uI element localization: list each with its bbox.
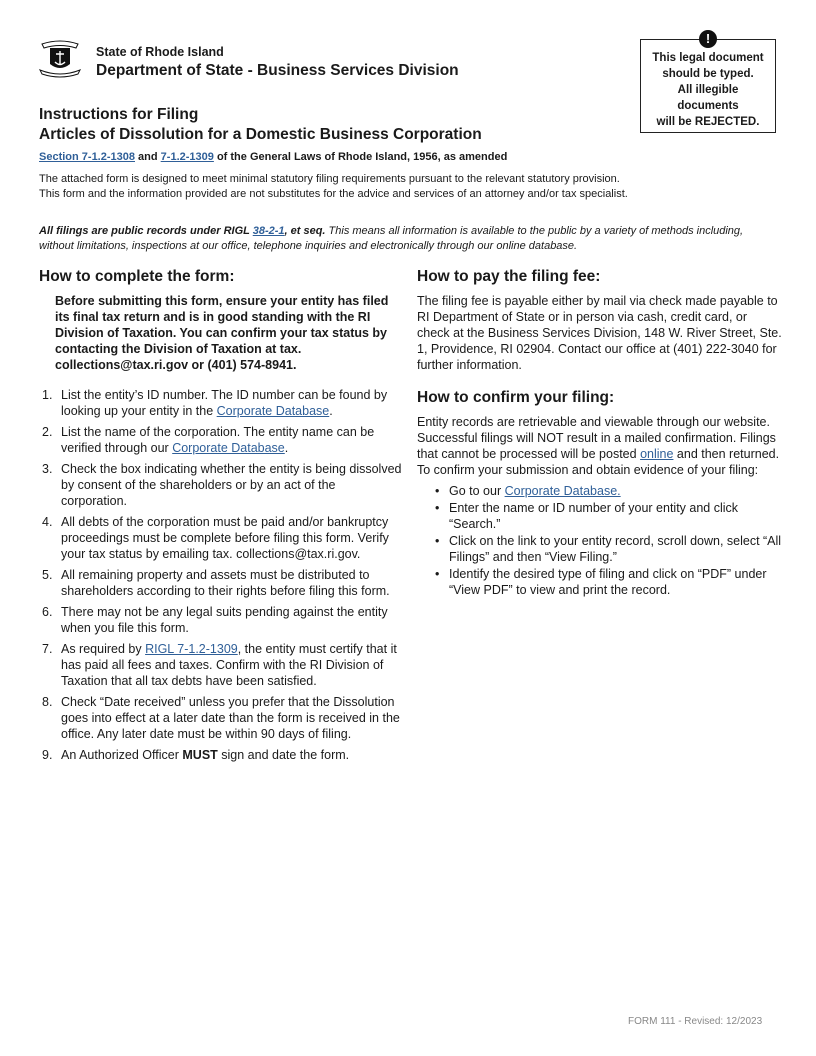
- section-1308-link[interactable]: Section 7-1.2-1308: [39, 151, 135, 163]
- confirm-filing-text: [417, 414, 782, 478]
- form-revision-footer: FORM 111 - Revised: 12/2023: [628, 1016, 763, 1027]
- exclamation-icon: !: [699, 30, 717, 48]
- must-emphasis: MUST: [182, 748, 218, 762]
- intro-line-1: The attached form is designed to meet minimal statutory filing requirements pursuant to the relevant statutory provision.: [39, 173, 620, 185]
- step-text: As required by: [61, 642, 146, 656]
- complete-form-heading: How to complete the form:: [39, 268, 235, 285]
- step-text: All remaining property and assets must be distributed to shareholders according to their rights before filing this form.: [61, 568, 390, 598]
- rigl-38-2-1-link[interactable]: 38-2-1: [252, 225, 285, 237]
- step-number: 8.: [42, 695, 53, 709]
- title-line-2: Articles of Dissolution for a Domestic Business Corporation: [39, 126, 482, 143]
- page-title: [39, 105, 482, 145]
- bullet-icon: •: [435, 567, 440, 581]
- right-column: [417, 268, 782, 599]
- step-item: [39, 604, 404, 636]
- step-item: [39, 747, 404, 763]
- statute-reference: [39, 151, 507, 163]
- confirm-step-text: Click on the link to your entity record, scroll down, select “All Filings” and then “View Filing.”: [449, 534, 782, 564]
- step-text: .: [284, 441, 289, 455]
- step-item: [39, 567, 404, 599]
- public-records-text: This means all information is available to the public by a variety of methods including, without limitations, inspections at our office, telephone inquiries and electronically through our online database.: [39, 225, 744, 252]
- warning-line: documents: [677, 100, 739, 112]
- intro-disclaimer: [39, 172, 779, 202]
- confirm-step-text: Enter the name or ID number of your entity and click “Search.”: [449, 501, 739, 531]
- step-text: .: [329, 404, 333, 418]
- step-text: List the name of the corporation. The entity name can be verified through our: [61, 425, 375, 455]
- step-number: 4.: [42, 515, 53, 529]
- intro-line-2: This form and the information provided are not substitutes for the advice and services of an attorney and/or tax specialist.: [39, 188, 628, 200]
- confirm-filing-heading: How to confirm your filing:: [417, 389, 615, 406]
- step-text: There may not be any legal suits pending against the entity when you file this form.: [61, 605, 388, 635]
- pay-fee-text: The filing fee is payable either by mail via check made payable to RI Department of State or in person via cash, credit card, or check at the Business Services Division, 148 W. River Street, Ste. 1, Providence, RI 02904. Contact our office at (401) 222-3040 for further information.: [417, 294, 782, 372]
- pay-fee-heading: How to pay the filing fee:: [417, 268, 601, 285]
- section-1309-link[interactable]: 7-1.2-1309: [160, 151, 214, 163]
- online-link[interactable]: online: [640, 447, 674, 461]
- corporate-database-link[interactable]: Corporate Database: [172, 441, 285, 455]
- step-text: All debts of the corporation must be paid and/or bankruptcy proceedings must be complete before filing this form. Verify your tax status by emailing tax. collections@tax.ri.gov.: [61, 515, 389, 561]
- confirm-step-text: Identify the desired type of filing and click on “PDF” under “View PDF” to view and print the record.: [449, 567, 767, 597]
- step-item: [39, 641, 404, 689]
- bullet-icon: •: [435, 501, 440, 515]
- step-text: List the entity’s ID number. The ID number can be found by looking up your entity in the: [61, 388, 388, 418]
- step-number: 3.: [42, 462, 53, 476]
- complete-form-section: [39, 268, 404, 768]
- warning-line: will be REJECTED.: [656, 116, 760, 128]
- step-item: [39, 514, 404, 562]
- step-text: sign and date the form.: [217, 748, 350, 762]
- confirm-step-item: [417, 566, 782, 598]
- step-number: 1.: [42, 388, 53, 402]
- step-item: [39, 424, 404, 456]
- title-line-1: Instructions for Filing: [39, 106, 199, 123]
- confirm-text-pre: Entity records are retrievable and viewable through our website. Successful filings will NOT result in a mailed confirmation. Filings that cannot be processed will be posted: [417, 415, 776, 461]
- typed-document-warning-box: [640, 31, 776, 133]
- statute-rest: of the General Laws of Rhode Island, 1956, as amended: [213, 151, 508, 163]
- step-item: [39, 461, 404, 509]
- step-text: , the entity must certify that it has paid all fees and taxes. Confirm with the RI Division of Taxation that all tax debts have been satisfied.: [61, 642, 397, 688]
- public-records-prefix: All filings are public records under RIGL: [39, 225, 253, 237]
- public-records-suffix: , et seq.: [284, 225, 326, 237]
- rhode-island-seal-logo: [38, 38, 82, 80]
- step-number: 5.: [42, 568, 53, 582]
- confirm-step-item: [417, 483, 782, 499]
- step-item: [39, 694, 404, 742]
- step-number: 2.: [42, 425, 53, 439]
- rigl-7-1-2-1309-link[interactable]: RIGL 7-1.2-1309: [145, 642, 238, 656]
- statute-and: and: [135, 151, 161, 163]
- step-item: [39, 387, 404, 419]
- bullet-icon: •: [435, 534, 440, 548]
- department-name: Department of State - Business Services Division: [96, 62, 459, 79]
- bullet-icon: •: [435, 484, 440, 498]
- tax-standing-notice: Before submitting this form, ensure your entity has filed its final tax return and is in good standing with the RI Division of Taxation. You can confirm your tax status by contacting the Division of Taxation at tax. collections@tax.ri.gov or (401) 574-8941.: [55, 294, 389, 372]
- confirm-step-item: [417, 533, 782, 565]
- confirm-step-item: [417, 500, 782, 532]
- corporate-database-link[interactable]: Corporate Database: [216, 404, 330, 418]
- confirm-step-text: Go to our: [449, 484, 505, 498]
- warning-line: should be typed.: [662, 68, 754, 80]
- step-text: Check the box indicating whether the entity is being dissolved by consent of the shareholders or by an act of the corporation.: [61, 462, 402, 508]
- instruction-steps: [39, 387, 404, 763]
- public-records-notice: [39, 224, 779, 254]
- step-text: An Authorized Officer: [61, 748, 183, 762]
- corporate-database-link[interactable]: Corporate Database.: [504, 484, 621, 498]
- warning-line: All illegible: [677, 84, 739, 96]
- state-name: State of Rhode Island: [96, 45, 224, 59]
- step-number: 9.: [42, 748, 53, 762]
- warning-line: This legal document: [652, 52, 764, 64]
- step-text: Check “Date received” unless you prefer that the Dissolution goes into effect at a later date than the form is received in the office. Any later date must be within 90 days of filing.: [61, 695, 400, 741]
- step-number: 6.: [42, 605, 53, 619]
- confirm-text-post: and then returned. To confirm your submission and obtain evidence of your filing:: [417, 447, 780, 477]
- confirm-steps-list: [417, 483, 782, 598]
- step-number: 7.: [42, 642, 53, 656]
